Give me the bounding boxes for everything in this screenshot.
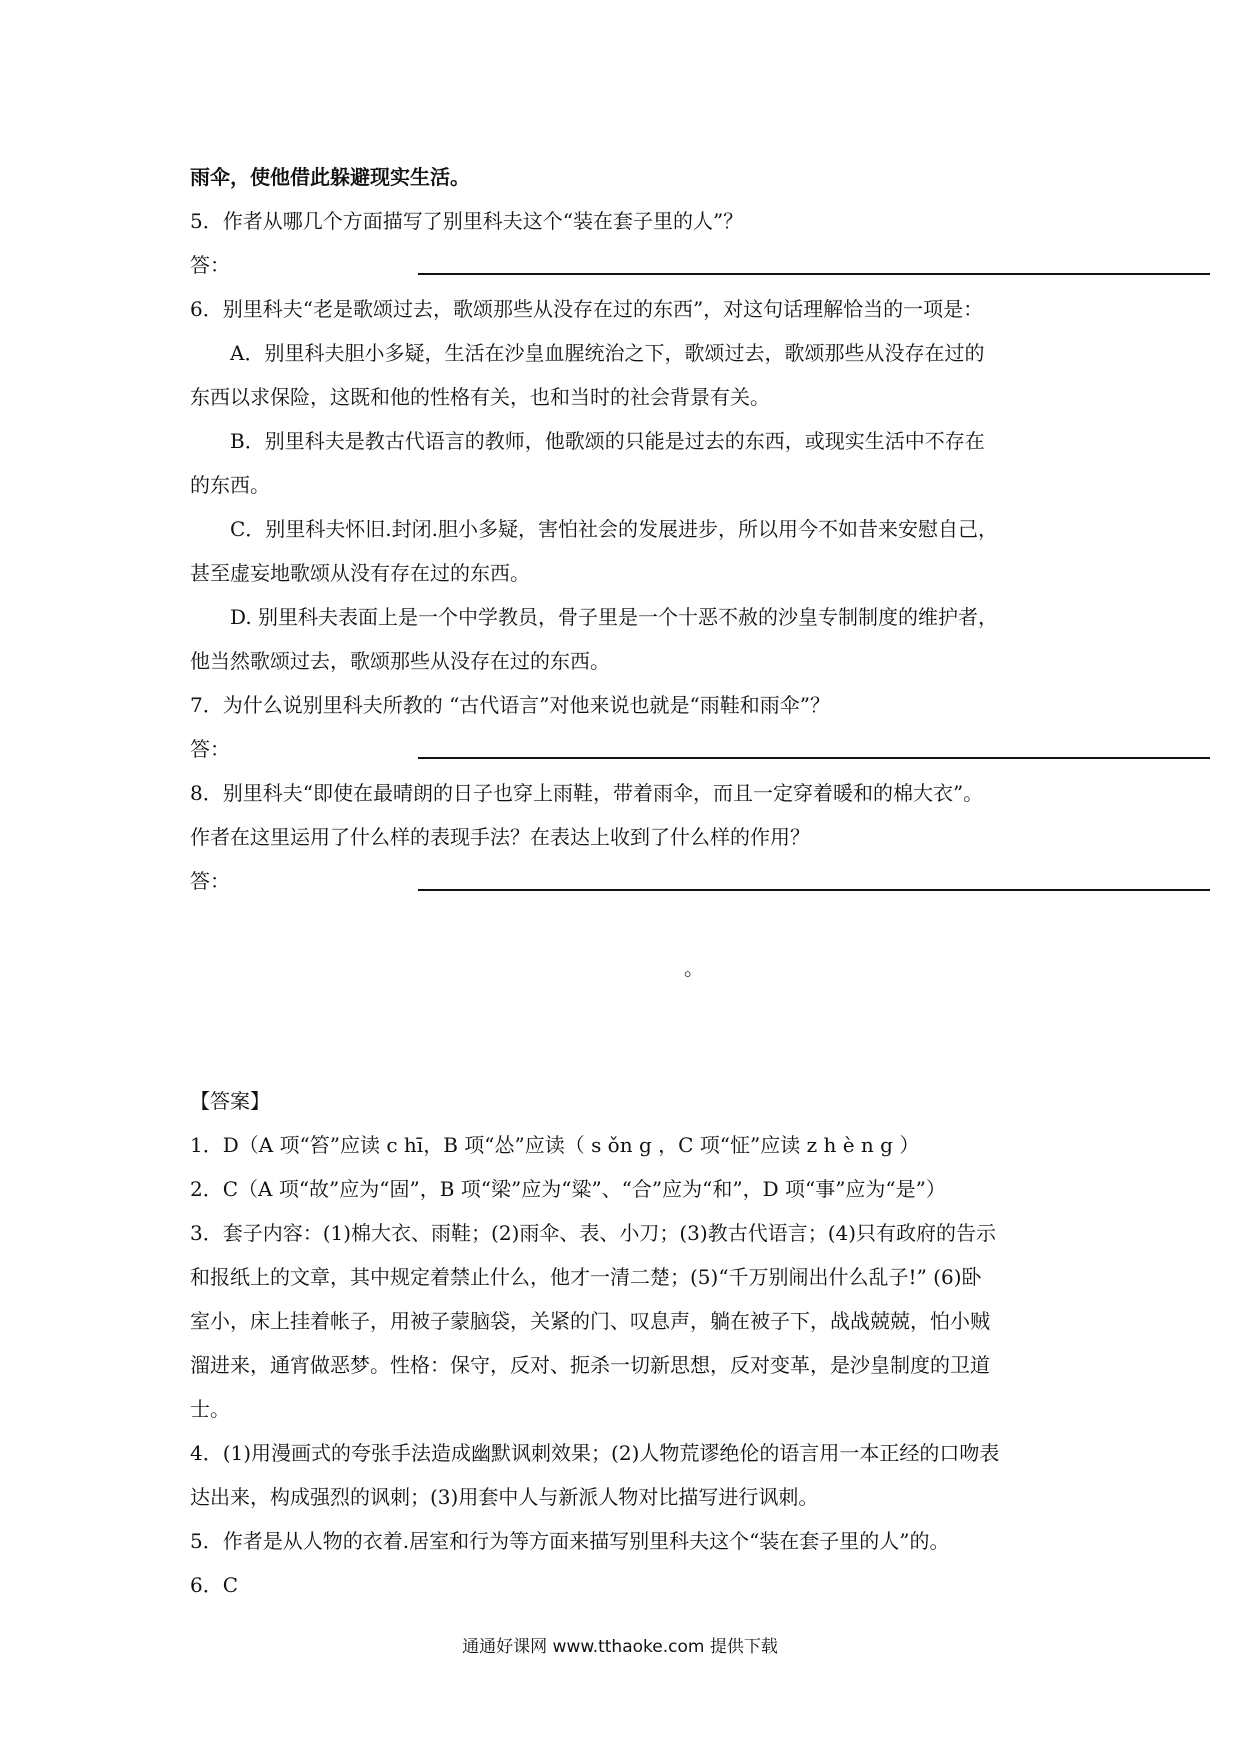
- answer-label: 答：: [190, 869, 230, 893]
- question-7: 7．为什么说别里科夫所教的 “古代语言”对他来说也就是“雨鞋和雨伞”？: [190, 693, 830, 717]
- option-c-line-1: C．别里科夫怀旧.封闭.胆小多疑，害怕社会的发展进步，所以用今不如昔来安慰自己，: [230, 517, 999, 541]
- answer-3-line-3: 室小，床上挂着帐子，用被子蒙脑袋，关紧的门、叹息声，躺在被子下，战战兢兢，怕小贼: [190, 1309, 990, 1333]
- option-b-line-2: 的东西。: [190, 473, 270, 497]
- answer-blank: [418, 889, 1210, 891]
- answers-heading: 【答案】: [190, 1089, 270, 1113]
- stray-dot: 。: [684, 956, 704, 980]
- question-8-line-2: 作者在这里运用了什么样的表现手法？在表达上收到了什么样的作用？: [190, 825, 810, 849]
- option-a-line-2: 东西以求保险，这既和他的性格有关，也和当时的社会背景有关。: [190, 385, 770, 409]
- answer-3-line-1: 3．套子内容：(1)棉大衣、雨鞋；(2)雨伞、表、小刀；(3)教古代语言；(4)只有政府的告示: [190, 1221, 997, 1245]
- option-b-line-1: B．别里科夫是教古代语言的教师，他歌颂的只能是过去的东西，或现实生活中不存在: [230, 429, 985, 453]
- answer-4-line-2: 达出来，构成强烈的讽刺；(3)用套中人与新派人物对比描写进行讽刺。: [190, 1485, 819, 1509]
- answer-line-q7: [190, 735, 230, 763]
- option-d-line-2: 他当然歌颂过去，歌颂那些从没存在过的东西。: [190, 649, 610, 673]
- answer-2: 2．C（A 项“故”应为“固”，B 项“梁”应为“粱”、“合”应为“和”，D 项“事”应为“是”）: [190, 1177, 946, 1201]
- option-c-line-2: 甚至虚妄地歌颂从没有存在过的东西。: [190, 561, 530, 585]
- answer-4-line-1: 4．(1)用漫画式的夸张手法造成幽默讽刺效果；(2)人物荒谬绝伦的语言用一本正经的口吻表: [190, 1441, 1000, 1465]
- answer-blank: [418, 273, 1210, 275]
- option-d-line-1: D. 别里科夫表面上是一个中学教员，骨子里是一个十恶不赦的沙皇专制制度的维护者，: [230, 605, 999, 629]
- answer-6: 6．C: [190, 1573, 239, 1597]
- answer-3-line-4: 溜进来，通宵做恶梦。性格：保守，反对、扼杀一切新思想，反对变革，是沙皇制度的卫道: [190, 1353, 990, 1377]
- answer-label: 答：: [190, 253, 230, 277]
- question-5: 5．作者从哪几个方面描写了别里科夫这个“装在套子里的人”？: [190, 209, 744, 233]
- answer-3-line-5: 士。: [190, 1397, 230, 1421]
- option-a-line-1: A．别里科夫胆小多疑，生活在沙皇血腥统治之下，歌颂过去，歌颂那些从没存在过的: [230, 341, 985, 365]
- answer-line-q8: [190, 867, 230, 895]
- answer-line-q5: [190, 251, 230, 279]
- question-8-line-1: 8．别里科夫“即使在最晴朗的日子也穿上雨鞋，带着雨伞，而且一定穿着暖和的棉大衣”。: [190, 781, 984, 805]
- answer-1: 1．D（A 项“笞”应读 c hī，B 项“怂”应读（ s ǒn g ，C 项“怔”应读 z h è n g ）: [190, 1133, 920, 1157]
- answer-5: 5．作者是从人物的衣着.居室和行为等方面来描写别里科夫这个“装在套子里的人”的。: [190, 1529, 950, 1553]
- top-text: 雨伞，使他借此躲避现实生活。: [190, 165, 470, 189]
- footer-credit: 通通好课网 www.tthaoke.com 提供下载: [462, 1637, 778, 1657]
- question-6: 6．别里科夫“老是歌颂过去，歌颂那些从没存在过的东西”，对这句话理解恰当的一项是：: [190, 297, 984, 321]
- answer-label: 答：: [190, 737, 230, 761]
- answer-3-line-2: 和报纸上的文章，其中规定着禁止什么，他才一清二楚；(5)“千万别闹出什么乱子!” (6)卧: [190, 1265, 982, 1289]
- answer-blank: [418, 757, 1210, 759]
